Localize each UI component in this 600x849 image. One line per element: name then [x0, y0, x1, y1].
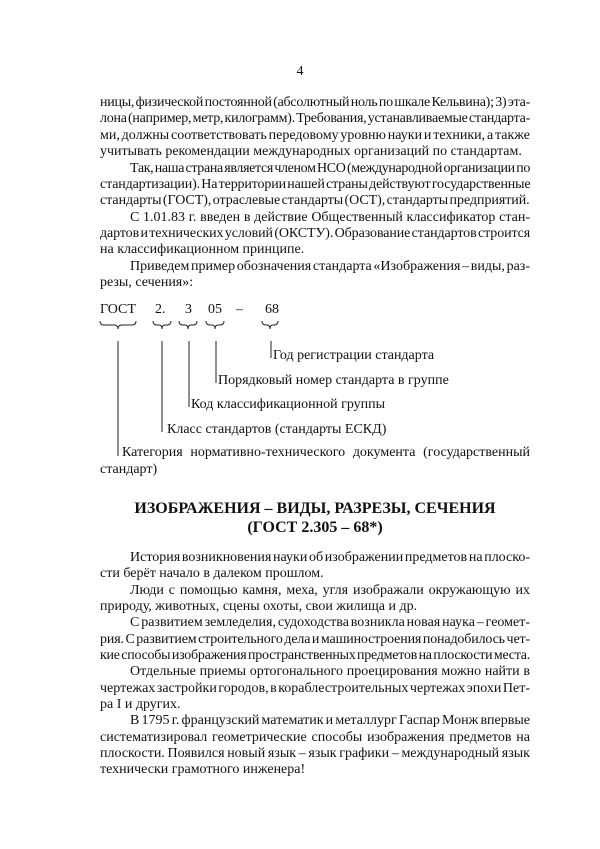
- brace-group: [179, 321, 197, 329]
- text-line: технически грамотного инженера!: [100, 762, 306, 777]
- text-line: Люди с помощью камня, меха, угля изображали окружающую их: [130, 583, 530, 598]
- brace-class: [153, 321, 171, 329]
- text-line: чертежах застройки городов, в кораблестроительных чертежах эпохи Пет-: [100, 681, 530, 696]
- text-line: систематизировал геометрические способы изображения предметов на: [100, 730, 530, 745]
- text-line: С 1.01.83 г. введен в действие Общественный классификатор стан-: [130, 210, 530, 225]
- text-line: С развитием земледелия, судоходства возникла новая наука – геомет-: [130, 615, 530, 630]
- label-group: Код классификационной группы: [191, 397, 386, 412]
- text-line: стандарты (ГОСТ), отраслевые стандарты (ОСТ), стандарты предприятий.: [100, 193, 530, 208]
- label-number: Порядковый номер стандарта в группе: [218, 373, 449, 388]
- token-number: 05: [208, 302, 222, 317]
- token-gost: ГОСТ: [100, 302, 136, 317]
- text-line: стандартизации). На территории нашей страны действуют государственные: [100, 177, 531, 192]
- text-line: на классификационном принципе.: [100, 242, 305, 257]
- text-line: ми, должны соответствовать передовому уровню науки и техники, а также: [100, 128, 530, 143]
- brace-gost: [100, 321, 136, 329]
- label-category: Категория нормативно-технического документа (государственный: [122, 445, 530, 460]
- text-line: учитывать рекомендации международных организаций по стандартам.: [100, 144, 522, 159]
- text-line: Приведем пример обозначения стандарта «Изображения – виды, раз-: [130, 259, 530, 274]
- text-line: плоскости. Появился новый язык – язык графики – международный язык: [100, 746, 530, 761]
- page-number: 4: [296, 64, 304, 79]
- label-year: Год регистрации стандарта: [273, 348, 435, 363]
- text-line: Так, наша страна является членом НСО (международной организации по: [130, 161, 530, 176]
- text-line: сти берёт начало в далеком прошлом.: [100, 566, 324, 581]
- token-class: 2.: [155, 302, 166, 317]
- brace-number: [206, 321, 224, 329]
- label-category-cont: стандарт): [100, 462, 158, 477]
- text-line: Отдельные приемы ортогонального проецирования можно найти в: [130, 664, 530, 679]
- text-line: кие способы изображения пространственных предметов на плоскости места.: [100, 648, 530, 663]
- text-line: лона (например, метр, килограмм). Требования, устанавливаемые стандарта-: [100, 111, 530, 126]
- token-year: 68: [265, 302, 279, 317]
- text-line: резы, сечения»:: [100, 275, 194, 290]
- token-group: 3: [185, 302, 192, 317]
- text-line: ра I и других.: [100, 697, 181, 712]
- section-heading: ИЗОБРАЖЕНИЯ – ВИДЫ, РАЗРЕЗЫ, СЕЧЕНИЯ: [134, 500, 496, 517]
- text-line: дартов и технических условий (ОКСТУ). Образование стандартов строится: [100, 226, 531, 241]
- text-line: История возникновения науки об изображении предметов на плоско-: [130, 550, 530, 565]
- label-class: Класс стандартов (стандарты ЕСКД): [167, 422, 387, 437]
- text-line: природу, животных, сцены охоты, свои жилища и др.: [100, 599, 418, 614]
- brace-year: [262, 321, 278, 329]
- text-line: ницы, физической постоянной (абсолютный ноль по шкале Кельвина); 3) эта-: [100, 95, 530, 110]
- section-heading-standard: (ГОСТ 2.305 – 68*): [247, 519, 383, 536]
- token-dash: –: [236, 302, 243, 317]
- text-line: рия. С развитием строительного дела и машиностроения понадобилось чет-: [100, 632, 530, 647]
- text-line: В 1795 г. французский математик и металлург Гаспар Монж впервые: [130, 713, 530, 728]
